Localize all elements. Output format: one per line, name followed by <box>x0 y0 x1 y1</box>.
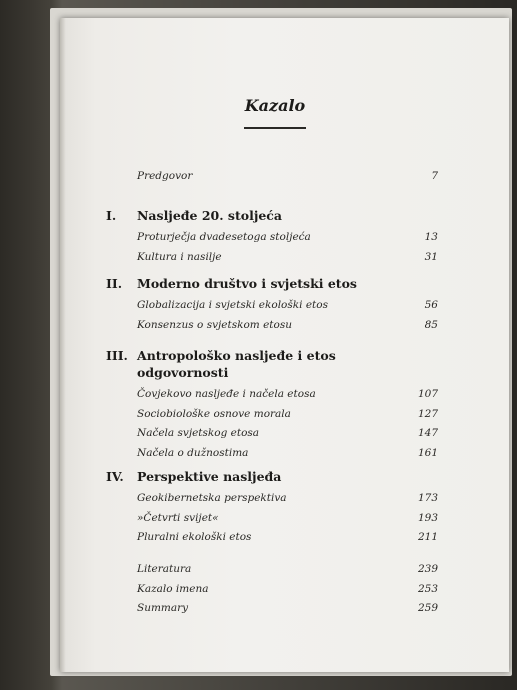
toc-entry-page: 253 <box>417 582 438 595</box>
toc-entry-page: 173 <box>417 492 438 504</box>
toc-entry-page: 161 <box>417 446 438 459</box>
section-number: III. <box>106 348 128 363</box>
toc-entry-title: Kultura i nasilje <box>137 250 222 263</box>
toc-entry-title: Globalizacija i svjetski ekološki etos <box>137 299 328 311</box>
toc-entry-page: 127 <box>417 407 438 420</box>
toc-entry-title: Načela o dužnostima <box>137 446 249 459</box>
section-number: II. <box>106 276 123 291</box>
toc-entry-title: Sociobiološke osnove morala <box>137 407 291 420</box>
section-title: Nasljeđe 20. stoljeća <box>137 208 283 223</box>
section-title: Antropološko nasljeđe i etos <box>137 348 336 363</box>
toc-entry-page: 193 <box>417 511 438 524</box>
toc-entry-title: Čovjekovo nasljeđe i načela etosa <box>137 388 316 400</box>
toc-entry-title: Geokibernetska perspektiva <box>137 492 287 504</box>
toc-entry-page: 31 <box>424 250 438 263</box>
toc-entry-page: 56 <box>424 299 438 311</box>
toc-entry-title: Načela svjetskog etosa <box>137 427 260 439</box>
section-number: IV. <box>106 469 124 484</box>
toc-entry-page: 13 <box>424 231 438 243</box>
toc-entry-title: Kazalo imena <box>137 582 209 595</box>
section-number: I. <box>106 208 117 223</box>
toc-entry-title: Konsenzus o svjetskom etosu <box>137 318 292 331</box>
toc-entry-page: 259 <box>417 602 438 614</box>
toc-entry-title: Pluralni ekološki etos <box>137 531 252 543</box>
toc-entry-page: 211 <box>417 531 438 543</box>
toc-entry-page: 7 <box>431 170 438 182</box>
section-title: Perspektive nasljeđa <box>137 469 282 484</box>
toc-entry-title: Predgovor <box>137 170 193 182</box>
section-title: odgovornosti <box>137 365 229 380</box>
toc-entry-title: »Četvrti svijet« <box>137 511 219 524</box>
toc-entry-title: Summary <box>137 602 189 614</box>
toc-entry-title: Proturječja dvadesetoga stoljeća <box>137 231 311 243</box>
toc-entry-title: Literatura <box>137 563 192 575</box>
toc-entry-page: 107 <box>417 388 438 400</box>
toc-entry-page: 85 <box>424 318 438 331</box>
toc-entry-page: 147 <box>417 427 438 439</box>
page-heading: Kazalo <box>244 96 306 115</box>
toc-entry-page: 239 <box>417 563 438 575</box>
section-title: Moderno društvo i svjetski etos <box>137 276 357 291</box>
